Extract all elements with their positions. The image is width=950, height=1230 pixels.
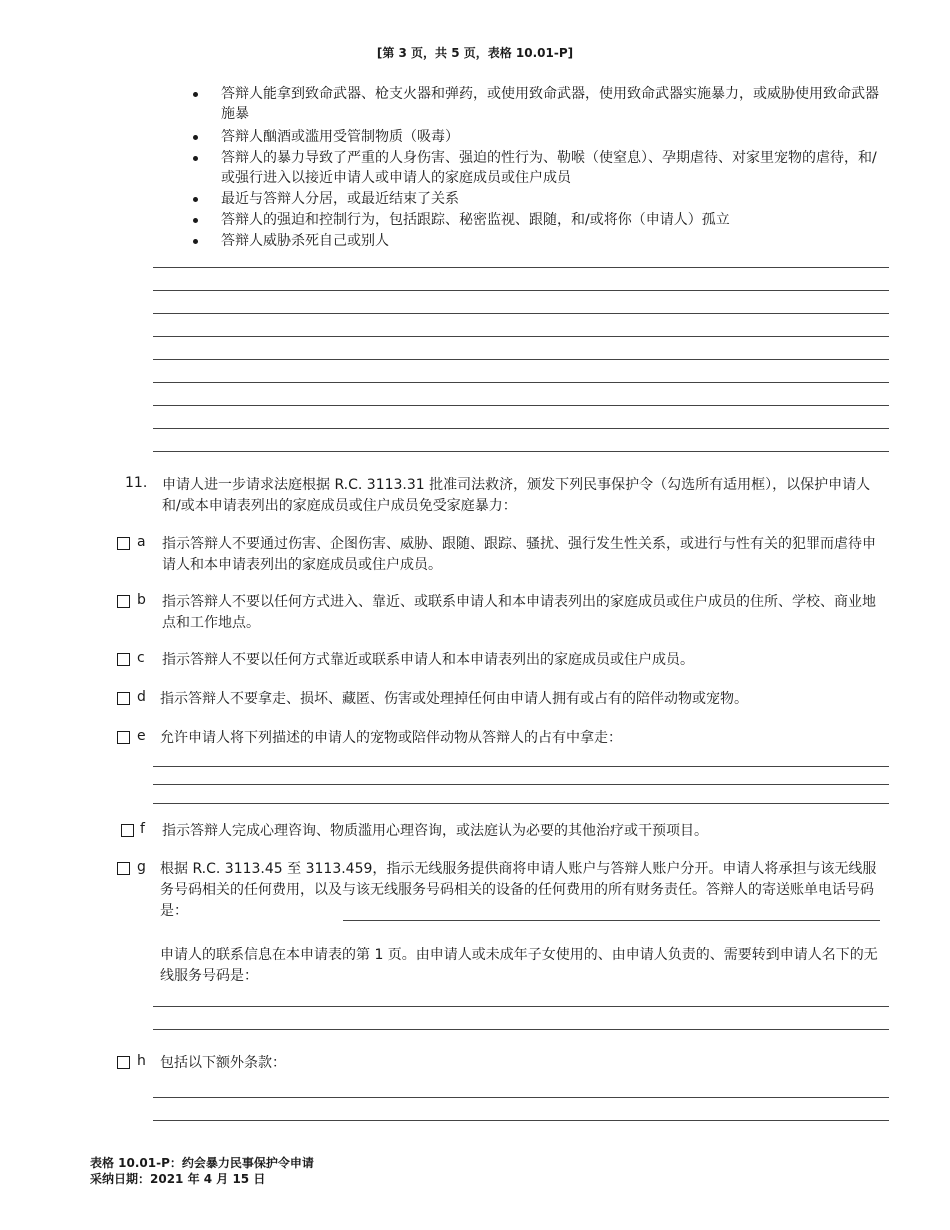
option-letter-e: e <box>137 728 146 744</box>
pet-description-line[interactable] <box>153 784 889 785</box>
checkbox-d[interactable] <box>117 692 130 705</box>
list-item-text: 最近与答辩人分居，或最近结束了关系 <box>221 191 459 207</box>
option-letter-g: g <box>137 859 146 875</box>
writing-line[interactable] <box>153 405 889 406</box>
writing-line[interactable] <box>153 336 889 337</box>
option-g-text: 根据 R.C. 3113.45 至 3113.459，指示无线服务提供商将申请人账户与答辩人账户分开。申请人将承担与该无线服务号码相关的任何费用，以及与该无线服务号码相关的设备的任何费用的所有财务责任。答辩人的寄送账单电话号码是： <box>160 861 877 919</box>
writing-line[interactable] <box>153 382 889 383</box>
option-a-text: 指示答辩人不要通过伤害、企图伤害、威胁、跟随、跟踪、骚扰、强行发生性关系，或进行与性有关的犯罪而虐待申请人和本申请表列出的家庭成员或住户成员。 <box>162 536 876 573</box>
list-item <box>193 148 883 188</box>
list-item-text: 答辩人威胁杀死自己或别人 <box>221 233 389 249</box>
section-11-text: 申请人进一步请求法庭根据 R.C. 3113.31 批准司法救济，颁发下列民事保护令（勾选所有适用框），以保护申请人和/或本申请表列出的家庭成员或住户成员免受家庭暴力： <box>162 477 871 514</box>
list-item <box>193 127 883 147</box>
writing-line[interactable] <box>153 451 889 452</box>
writing-line[interactable] <box>153 313 889 314</box>
risk-factor-list <box>193 84 883 251</box>
wireless-number-line[interactable] <box>153 1029 889 1030</box>
option-d-text: 指示答辩人不要拿走、损坏、藏匿、伤害或处理掉任何由申请人拥有或占有的陪伴动物或宠物。 <box>160 691 748 707</box>
wireless-number-line[interactable] <box>153 1006 889 1007</box>
option-letter-d: d <box>137 689 146 705</box>
list-item-text: 答辩人的暴力导致了严重的人身伤害、强迫的性行为、勒喉（使窒息）、孕期虐待、对家里宠物的虐待，和/或强行进入以接近申请人或申请人的家庭成员或住户成员 <box>221 150 877 186</box>
writing-line[interactable] <box>153 290 889 291</box>
option-letter-h: h <box>137 1053 146 1069</box>
bullet-dot <box>193 156 198 161</box>
footer-adoption-date: 采纳日期：2021 年 4 月 15 日 <box>90 1172 266 1186</box>
checkbox-g[interactable] <box>117 862 130 875</box>
section-number: 11. <box>125 475 148 491</box>
option-e-text: 允许申请人将下列描述的申请人的宠物或陪伴动物从答辩人的占有中拿走： <box>160 730 622 746</box>
bullet-dot <box>193 197 198 202</box>
option-b-text: 指示答辩人不要以任何方式进入、靠近、或联系申请人和本申请表列出的家庭成员或住户成员的住所、学校、商业地点和工作地点。 <box>162 594 876 631</box>
option-letter-f: f <box>140 821 145 837</box>
option-letter-a: a <box>137 534 146 550</box>
checkbox-h[interactable] <box>117 1056 130 1069</box>
option-letter-c: c <box>137 650 145 666</box>
footer-form-title: 表格 10.01-P：约会暴力民事保护令申请 <box>90 1156 314 1170</box>
option-f-text: 指示答辩人完成心理咨询、物质滥用心理咨询，或法庭认为必要的其他治疗或干预项目。 <box>162 823 708 839</box>
bullet-dot <box>193 92 198 97</box>
list-item <box>193 210 883 230</box>
additional-terms-line[interactable] <box>153 1097 889 1098</box>
writing-line[interactable] <box>153 359 889 360</box>
checkbox-b[interactable] <box>117 595 130 608</box>
list-item-text: 答辩人能拿到致命武器、枪支火器和弹药，或使用致命武器，使用致命武器实施暴力，或威胁使用致命武器施暴 <box>221 86 879 122</box>
list-item-text: 答辩人酗酒或滥用受管制物质（吸毒） <box>221 129 459 145</box>
page-header: [第 3 页，共 5 页，表格 10.01-P] <box>376 46 574 60</box>
billing-phone-number-line[interactable] <box>343 920 880 921</box>
bullet-dot <box>193 239 198 244</box>
pet-description-line[interactable] <box>153 803 889 804</box>
option-c-text: 指示答辩人不要以任何方式靠近或联系申请人和本申请表列出的家庭成员或住户成员。 <box>162 652 694 668</box>
checkbox-f[interactable] <box>121 824 134 837</box>
list-item-text: 答辩人的强迫和控制行为，包括跟踪、秘密监视、跟随，和/或将你（申请人）孤立 <box>221 212 730 228</box>
option-h-text: 包括以下额外条款： <box>160 1055 286 1071</box>
list-item <box>193 189 883 209</box>
checkbox-e[interactable] <box>117 731 130 744</box>
pet-description-line[interactable] <box>153 766 889 767</box>
bullet-dot <box>193 135 198 140</box>
writing-line[interactable] <box>153 267 889 268</box>
additional-terms-line[interactable] <box>153 1120 889 1121</box>
checkbox-a[interactable] <box>117 537 130 550</box>
list-item <box>193 84 883 124</box>
bullet-dot <box>193 218 198 223</box>
list-item <box>193 231 883 251</box>
checkbox-c[interactable] <box>117 653 130 666</box>
option-letter-b: b <box>137 592 146 608</box>
writing-line[interactable] <box>153 428 889 429</box>
option-g-subtext: 申请人的联系信息在本申请表的第 1 页。由申请人或未成年子女使用的、由申请人负责的、需要转到申请人名下的无线服务号码是： <box>160 947 878 984</box>
